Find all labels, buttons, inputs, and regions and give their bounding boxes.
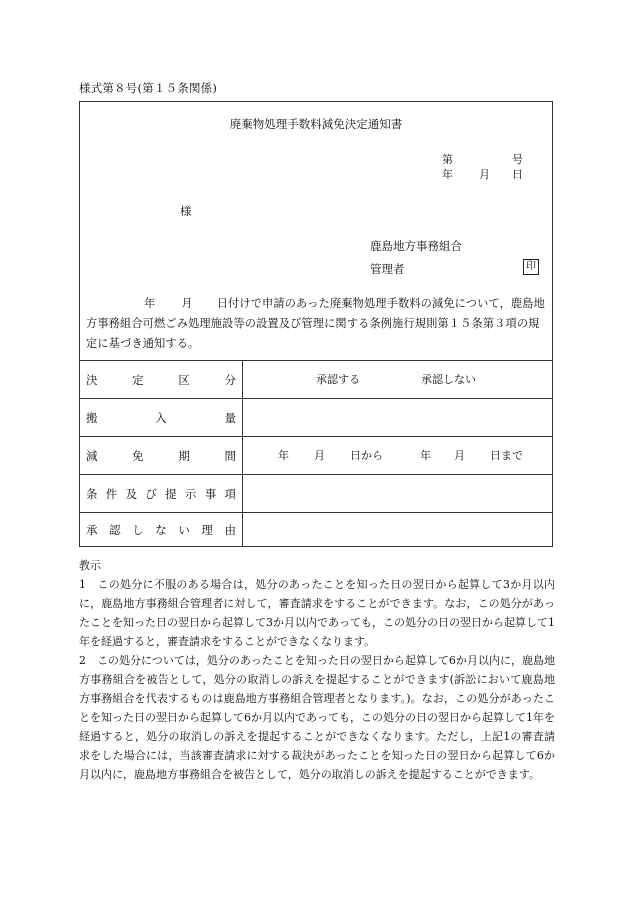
row-conditions bbox=[80, 474, 552, 513]
issuer-title: 管理者 bbox=[370, 262, 405, 276]
body-month: 月 bbox=[181, 297, 193, 310]
period-end-day: 日まで bbox=[490, 449, 523, 462]
notice-form bbox=[79, 101, 553, 547]
row-amount bbox=[80, 398, 552, 437]
addressee-suffix: 様 bbox=[180, 204, 192, 218]
period-end-month: 月 bbox=[454, 449, 465, 462]
document-title: 廃棄物処理手数料減免決定通知書 bbox=[229, 117, 403, 131]
body-year: 年 bbox=[144, 297, 156, 310]
date-year: 年 bbox=[442, 168, 453, 181]
disapprove-option[interactable]: 承認しない bbox=[421, 373, 476, 386]
period-end-year: 年 bbox=[420, 449, 431, 462]
form-number: 様式第８号(第１５条関係) bbox=[79, 81, 218, 95]
approve-option[interactable]: 承認する bbox=[316, 373, 360, 386]
document-number-prefix: 第 bbox=[442, 153, 453, 166]
reason-label: 承 認 し な い 理 由 bbox=[86, 523, 236, 537]
amount-label: 搬 入 量 bbox=[86, 411, 236, 425]
seal-mark: 印 bbox=[523, 259, 539, 275]
instruction-heading: 教示 bbox=[79, 559, 101, 572]
date-month: 月 bbox=[479, 168, 490, 181]
instruction-section bbox=[79, 556, 555, 784]
row-decision bbox=[80, 360, 552, 399]
row-period bbox=[80, 436, 552, 475]
body-text: 日付けで申請のあった廃棄物処理手数料の減免について，鹿島地方事務組合可燃ごみ処理施設等の設置及び管理に関する条例施行規則第１５条第３項の規定に基づき通知する。 bbox=[86, 297, 545, 350]
conditions-label: 条 件 及 び 提 示 事 項 bbox=[86, 487, 236, 501]
notice-body bbox=[86, 294, 548, 354]
period-label: 減 免 期 間 bbox=[86, 449, 236, 463]
decision-label: 決 定 区 分 bbox=[86, 373, 236, 387]
row-reason bbox=[80, 512, 552, 547]
period-start-month: 月 bbox=[314, 449, 325, 462]
period-start-year: 年 bbox=[278, 449, 289, 462]
instruction-paragraph-1: 1 この処分に不服のある場合は，処分のあったことを知った日の翌日から起算して3か月以内に，鹿島地方事務組合管理者に対して，審査請求をすることができます。なお，この処分があったことを知った日の翌日から起算して3か月以内であっても，この処分の日の翌日から起算して1年を経過すると，審査請求をすることができなくなります。 bbox=[79, 578, 555, 648]
document-number-suffix: 号 bbox=[512, 153, 523, 166]
issuer-organization: 鹿島地方事務組合 bbox=[370, 239, 462, 253]
instruction-paragraph-2: 2 この処分については，処分のあったことを知った日の翌日から起算して6か月以内に，鹿島地方事務組合を被告として，処分の取消しの訴えを提起することができます(訴訟において鹿島地方事務組合を代表するものは鹿島地方事務組合管理者となります。)。なお，この処分があったことを知った日の翌日から起算して6か月以内であっても，この処分の日の翌日から起算して1年を経過すると，処分の取消しの訴えを提起することができなくなります。ただし，上記1の審査請求をした場合には，当該審査請求に対する裁決があったことを知った日の翌日から起算して6か月以内に，鹿島地方事務組合を被告として，処分の取消しの訴えを提起することができます。 bbox=[79, 654, 555, 781]
period-start-day: 日から bbox=[350, 449, 383, 462]
date-day: 日 bbox=[512, 168, 523, 181]
